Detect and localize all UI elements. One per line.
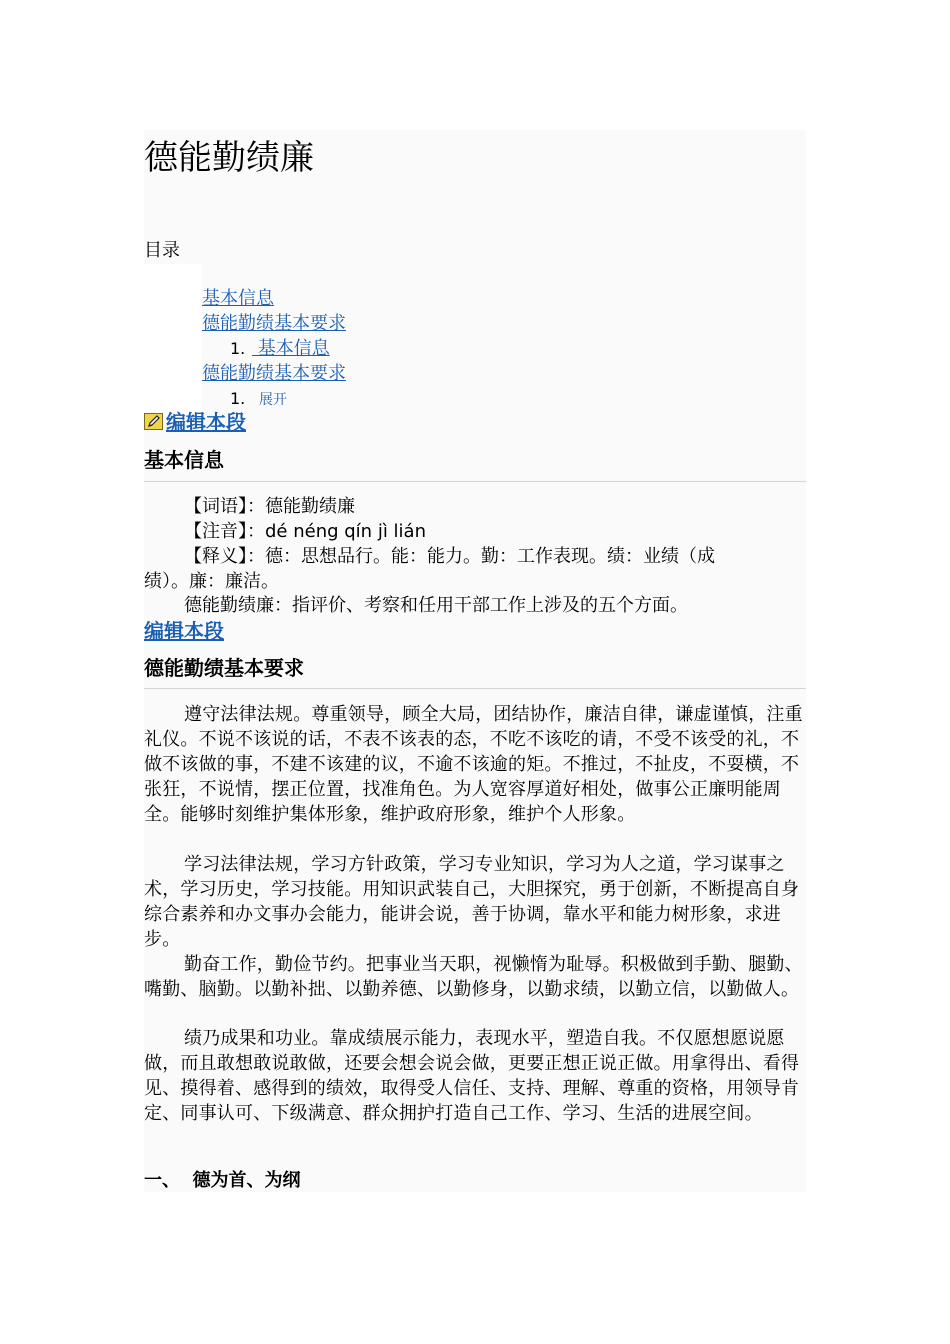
info-line-pinyin: 【注音】：dé néng qín jì lián: [184, 521, 426, 542]
toc-label: 目录: [144, 240, 180, 261]
subheading-virtue-first: 一、 德为首、为纲: [144, 1170, 301, 1191]
info-line-meaning-cont: 绩）。廉：廉洁。: [144, 571, 279, 592]
toc-link-sub-basic-info[interactable]: 基本信息: [252, 338, 330, 359]
toc-number: 1.: [230, 389, 246, 408]
section-divider: [144, 688, 806, 689]
toc-expand-link[interactable]: 展开: [259, 392, 287, 408]
paragraph-virtue: 遵守法律法规。尊重领导，顾全大局，团结协作，廉洁自律，谦虚谨慎，注重礼仪。不说不该说的话，不表不该表的态，不吃不该吃的请，不受不该受的礼，不做不该做的事，不建不该建的议，不逾不该逾的矩。不推过，不扯皮，不耍横，不张狂，不说情，摆正位置，找准角色。为人宽容厚道好相处，做事公正廉明能周全。能够时刻维护集体形象，维护政府形象，维护个人形象。: [144, 704, 803, 825]
section-divider: [144, 481, 806, 482]
toc-indent-box: [144, 264, 202, 424]
toc-link-basic-info[interactable]: 基本信息: [202, 288, 274, 309]
edit-pencil-icon[interactable]: [144, 413, 163, 430]
paragraph-achievement: 绩乃成果和功业。靠成绩展示能力，表现水平，塑造自我。不仅愿想愿说愿做，而且敢想敢说敢做，还要会想会说会做，更要正想正说正做。用拿得出、看得见、摸得着、感得到的绩效，取得受人信任、支持、理解、尊重的资格，用领导肯定、同事认可、下级满意、群众拥护打造自己工作、学习、生活的进展空间。: [144, 1028, 800, 1124]
edit-section-link-1[interactable]: 编辑本段: [166, 410, 246, 434]
paragraph-diligence: 勤奋工作，勤俭节约。把事业当天职，视懒惰为耻辱。积极做到手勤、腿勤、嘴勤、脑勤。以勤补拙、以勤养德、以勤修身，以勤求绩，以勤立信，以勤做人。: [144, 954, 803, 1000]
info-line-definition: 德能勤绩廉：指评价、考察和任用干部工作上涉及的五个方面。: [184, 595, 688, 616]
paragraph-ability: 学习法律法规，学习方针政策，学习专业知识，学习为人之道，学习谋事之术，学习历史，学习技能。用知识武装自己，大胆探究，勇于创新，不断提高自身综合素养和办文事办会能力，能讲会说，善于协调，靠水平和能力树形象，求进步。: [144, 854, 800, 950]
section-heading-basic-info: 基本信息: [144, 448, 224, 472]
toc-number: 1.: [230, 339, 246, 358]
document-page: [144, 130, 806, 1192]
info-line-meaning: 【释义】：德：思想品行。能：能力。勤：工作表现。绩：业绩（成: [184, 546, 715, 567]
page-title: 德能勤绩廉: [144, 138, 314, 178]
section-heading-requirements: 德能勤绩基本要求: [144, 656, 304, 680]
edit-section-link-2[interactable]: 编辑本段: [144, 619, 224, 643]
info-line-word: 【词语】：德能勤绩廉: [184, 496, 355, 517]
toc-link-requirements[interactable]: 德能勤绩基本要求: [202, 313, 346, 334]
toc-link-requirements-2[interactable]: 德能勤绩基本要求: [202, 363, 346, 384]
